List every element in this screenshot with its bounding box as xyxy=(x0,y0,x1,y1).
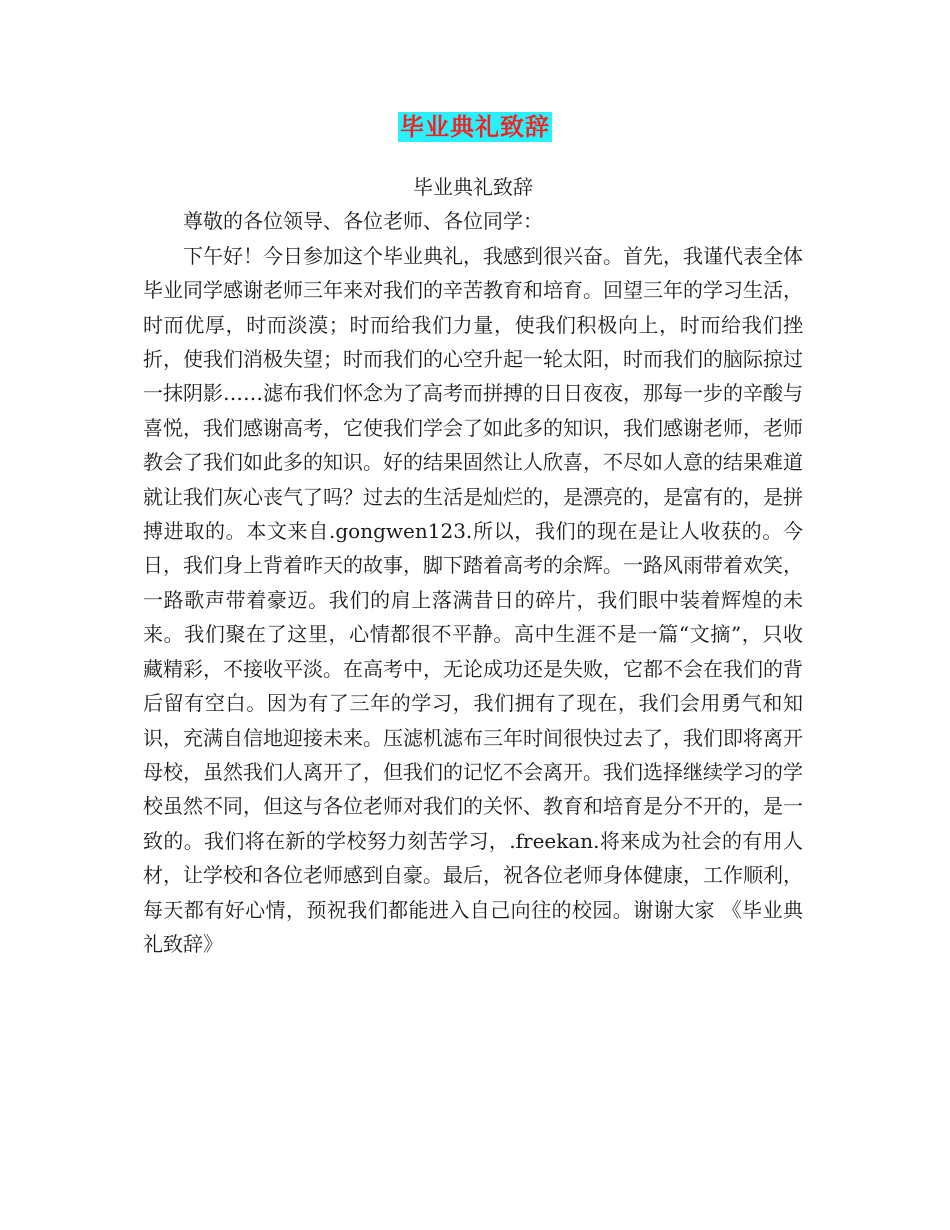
speech-paragraph: 下午好！今日参加这个毕业典礼，我感到很兴奋。首先，我谨代表全体毕业同学感谢老师三年来对我们的辛苦教育和培育。回望三年的学习生活，时而优厚，时而淡漠；时而给我们力量，使我们积极向上，时而给我们挫折，使我们消极失望；时而我们的心空升起一轮太阳，时而我们的脑际掠过一抹阴影……滤布我们怀念为了高考而拼搏的日日夜夜，那每一步的辛酸与喜悦，我们感谢高考，它使我们学会了如此多的知识，我们感谢老师，老师教会了我们如此多的知识。好的结果固然让人欣喜，不尽如人意的结果难道就让我们灰心丧气了吗？过去的生活是灿烂的，是漂亮的，是富有的，是拼搏进取的。本文来自.gongwen123.所以，我们的现在是让人收获的。今日，我们身上背着昨天的故事，脚下踏着高考的余辉。一路风雨带着欢笑，一路歌声带着豪迈。我们的肩上落满昔日的碎片，我们眼中装着辉煌的未来。我们聚在了这里，心情都很不平静。高中生涯不是一篇“文摘”，只收藏精彩，不接收平淡。在高考中，无论成功还是失败，它都不会在我们的背后留有空白。因为有了三年的学习，我们拥有了现在，我们会用勇气和知识，充满自信地迎接未来。压滤机滤布三年时间很快过去了，我们即将离开母校，虽然我们人离开了，但我们的记忆不会离开。我们选择继续学习的学校虽然不同，但这与各位老师对我们的关怀、教育和培育是分不开的，是一致的。我们将在新的学校努力刻苦学习，.freekan.将来成为社会的有用人材，让学校和各位老师感到自豪。最后，祝各位老师身体健康，工作顺利，每天都有好心情，预祝我们都能进入自己向往的校园。谢谢大家 《毕业典礼致辞》 xyxy=(143,243,803,956)
document-body xyxy=(143,170,803,961)
document-subtitle: 毕业典礼致辞 xyxy=(413,175,533,199)
document-title: 毕业典礼致辞 xyxy=(400,112,550,141)
greeting-paragraph: 尊敬的各位领导、各位老师、各位同学： xyxy=(183,209,543,234)
title-container xyxy=(0,112,950,142)
